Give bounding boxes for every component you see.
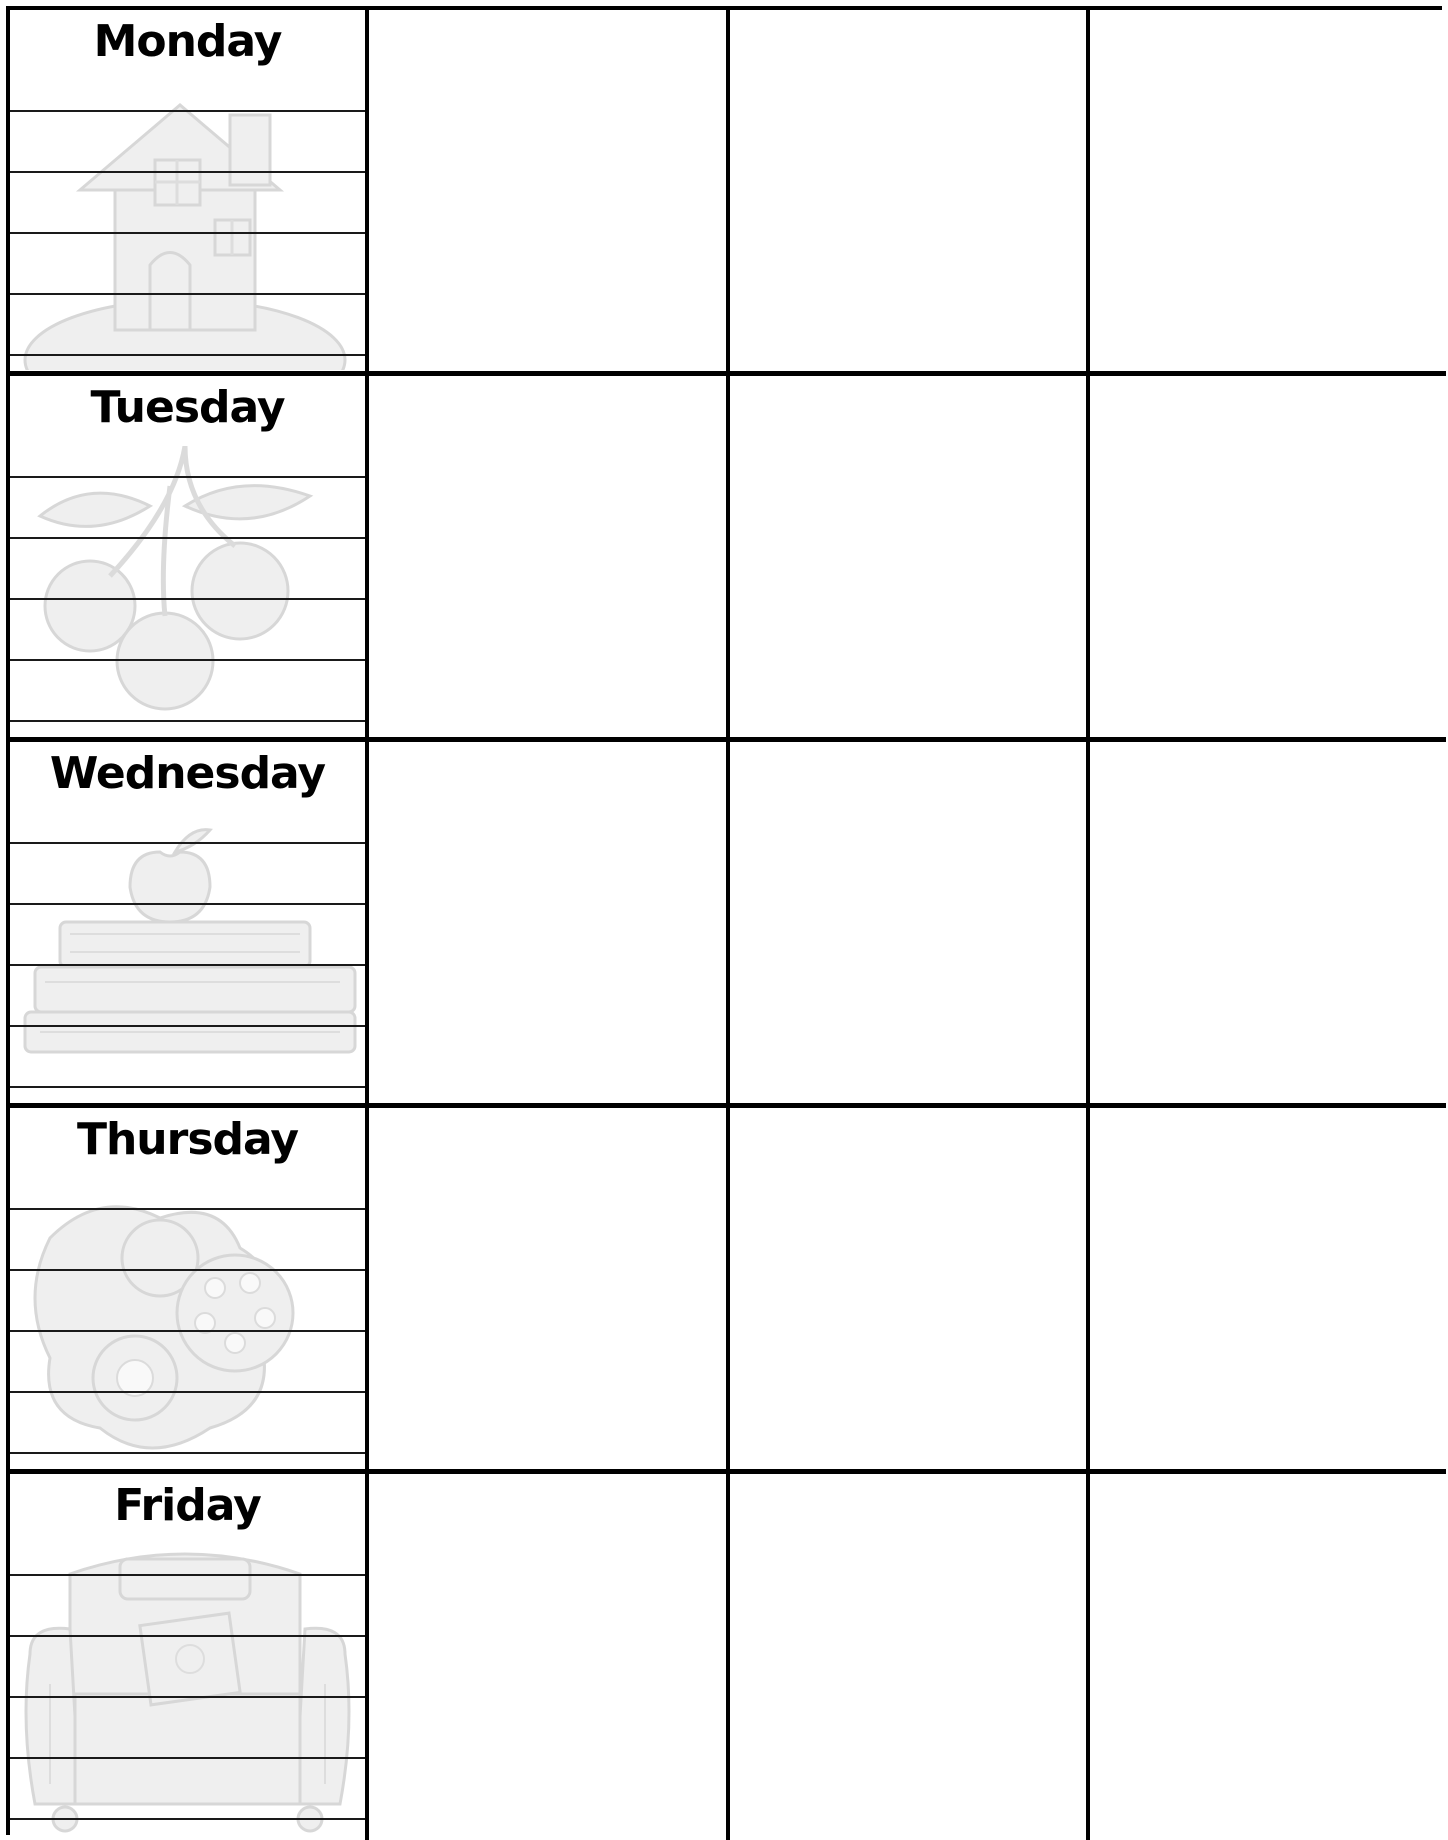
- entry-cell-thursday-2[interactable]: [730, 1108, 1090, 1474]
- entry-cell-thursday-3[interactable]: [1090, 1108, 1446, 1474]
- weekly-planner-grid: [6, 6, 1442, 1835]
- day-label-wednesday: Wednesday: [49, 748, 326, 799]
- armchair-icon: [10, 1544, 365, 1834]
- entry-cell-tuesday-2[interactable]: [730, 376, 1090, 742]
- day-cell-wednesday: [10, 742, 369, 1108]
- entry-cell-monday-1[interactable]: [369, 10, 730, 376]
- day-cell-thursday: [10, 1108, 369, 1474]
- entry-cell-wednesday-3[interactable]: [1090, 742, 1446, 1108]
- apple-on-books-icon: [10, 812, 365, 1102]
- day-cell-tuesday: [10, 376, 369, 742]
- day-label-friday: Friday: [114, 1480, 261, 1531]
- entry-cell-thursday-1[interactable]: [369, 1108, 730, 1474]
- entry-cell-wednesday-2[interactable]: [730, 742, 1090, 1108]
- entry-cell-friday-3[interactable]: [1090, 1474, 1446, 1840]
- entry-cell-tuesday-1[interactable]: [369, 376, 730, 742]
- day-label-thursday: Thursday: [76, 1114, 299, 1165]
- day-cell-friday: [10, 1474, 369, 1840]
- day-label-monday: Monday: [93, 16, 282, 67]
- entry-cell-monday-2[interactable]: [730, 10, 1090, 376]
- flowers-icon: [10, 1178, 365, 1468]
- entry-cell-tuesday-3[interactable]: [1090, 376, 1446, 742]
- house-icon: [10, 80, 365, 370]
- entry-cell-friday-1[interactable]: [369, 1474, 730, 1840]
- cherries-icon: [10, 446, 365, 736]
- entry-cell-friday-2[interactable]: [730, 1474, 1090, 1840]
- day-cell-monday: [10, 10, 369, 376]
- day-label-tuesday: Tuesday: [90, 382, 285, 433]
- entry-cell-wednesday-1[interactable]: [369, 742, 730, 1108]
- entry-cell-monday-3[interactable]: [1090, 10, 1446, 376]
